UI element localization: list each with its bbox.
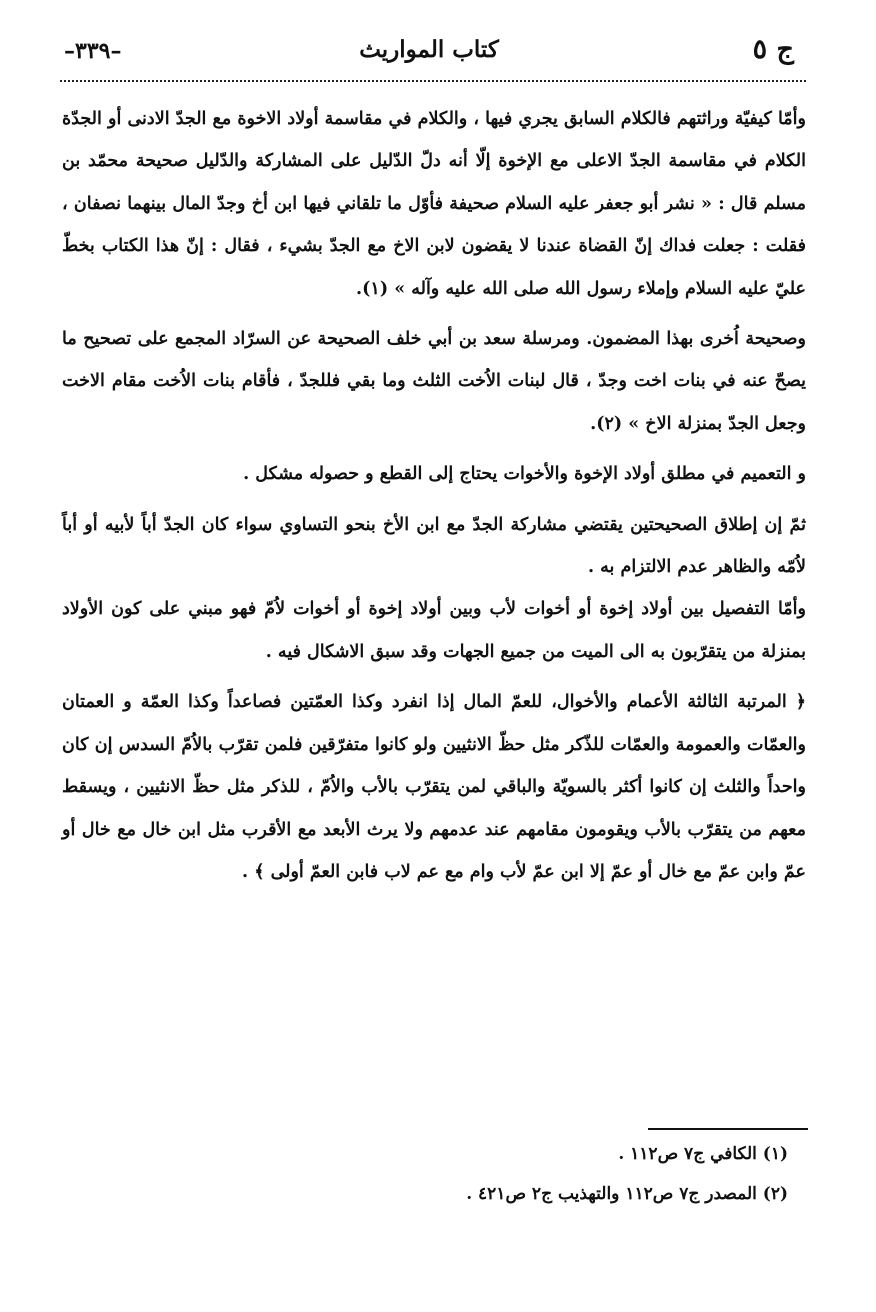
- paragraph: وأمّا التفصيل بين أولاد إخوة أو أخوات لأب وبين أولاد إخوة أو أخوات لاُمّ فهو مبني على كون الأولاد بمنزلة من يتقرّبون به الى الميت من جميع الجهات وقد سبق الاشكال فيه .: [62, 599, 806, 662]
- footnote-divider: [648, 1128, 808, 1130]
- page-header: [64, 34, 794, 80]
- paragraph: وصحيحة اُخرى بهذا المضمون. ومرسلة سعد بن أبي خلف الصحيحة عن السرّاد المجمع على تصحيح ما يصحّ عنه في بنات اخت وجدّ ، قال لبنات الاُخت الثلث وما بقي فللجدّ ، فأقام بنات الاُخت مقام الاخت وجعل الجدّ بمنزلة الاخ » (٢).: [62, 329, 806, 434]
- footnotes: [188, 1134, 788, 1214]
- paragraph: و التعميم في مطلق أولاد الإخوة والأخوات يحتاج إلى القطع و حصوله مشكل .: [243, 464, 806, 485]
- footnote: (١) الكافي ج٧ ص١١٢ .: [618, 1144, 788, 1164]
- header-divider: [60, 80, 806, 82]
- volume-label: ج ٥: [752, 34, 794, 65]
- footnote: (٢) المصدر ج٧ ص١١٢ والتهذيب ج٢ ص٤٢١ .: [466, 1184, 788, 1204]
- paragraph: ثمّ إن إطلاق الصحيحتين يقتضي مشاركة الجدّ مع ابن الأخ بنحو التساوي سواء كان الجدّ أباً لأبيه أو أباً لاُمّه والظاهر عدم الالتزام به .: [62, 514, 806, 578]
- book-title: كتاب المواريث: [359, 36, 499, 63]
- page-number: –٣٣٩–: [64, 38, 122, 64]
- paragraph: وأمّا كيفيّة وراثتهم فالكلام السابق يجري فيها ، والكلام في مقاسمة أولاد الاخوة مع الجدّ الادنى أو الجدّة الكلام في مقاسمة الجدّ الاعلى مع الإخوة إلّا أنه دلّ الدّليل على المشاركة والدّليل صحيحة محمّد بن مسلم قال : « نشر أبو جعفر عليه السلام صحيفة فأوّل ما تلقاني فيها ابن أخ وجدّ المال بينهما نصفان ، فقلت : جعلت فداك إنّ القضاة عندنا لا يقضون لابن الاخ مع الجدّ بشيء ، فقال : إنّ هذا الكتاب بخطّ عليّ عليه السلام وإملاء رسول الله صلى الله عليه وآله » (١).: [62, 109, 806, 299]
- paragraph: ﴿ المرتبة الثالثة الأعمام والأخوال، للعمّ المال إذا انفرد وكذا العمّتين فصاعداً وكذا العمّة و العمتان والعمّات والعمومة والعمّات للذّكر مثل حظّ الانثيين ولو كانوا متفرّقين فلمن تقرّب بالاُمّ السدس إن كان واحداً والثلث إن كانوا أكثر بالسويّة والباقي لمن يتقرّب بالأب والاُمّ ، للذكر مثل حظّ الانثيين ، ويسقط معهم من يتقرّب بالأب ويقومون مقامهم عند عدمهم ولا يرث الأبعد مع الأقرب مثل ابن خال مع خال أو عمّ وابن عمّ مع خال أو عمّ إلا ابن عمّ لأب وام مع عم لاب فابن العمّ أولى ﴾ .: [62, 692, 806, 882]
- main-text: [62, 98, 806, 893]
